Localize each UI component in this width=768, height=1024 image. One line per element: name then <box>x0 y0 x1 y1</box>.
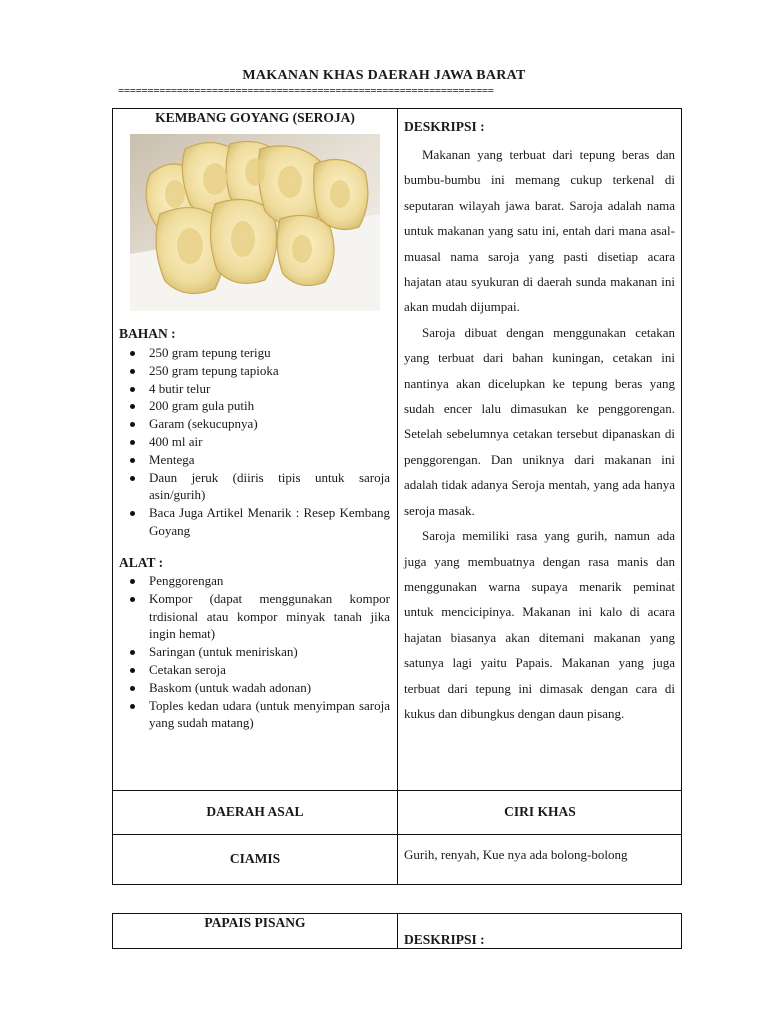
list-item: Kompor (dapat menggunakan kompor trdisional atau kompor minyak tanah jika ingin hemat) <box>115 590 390 643</box>
origin-heading: DAERAH ASAL <box>206 804 304 819</box>
description-body <box>404 142 675 726</box>
origin-value: CIAMIS <box>229 851 281 866</box>
feature-value: Gurih, renyah, Kue nya ada bolong-bolong <box>404 847 628 862</box>
table-column-divider <box>397 913 398 949</box>
table-row-divider <box>112 790 682 791</box>
list-item: 250 gram tepung terigu <box>115 344 390 362</box>
description-heading-2: DESKRIPSI : <box>404 932 485 947</box>
list-item: Penggorengan <box>115 572 390 590</box>
description-paragraph: Makanan yang terbuat dari tepung beras dan bumbu-bumbu ini memang cukup terkenal di seputaran wilayah jawa barat. Saroja adalah nama untuk makanan yang satu ini, entah dari mana asal-muasal nama saroja yang pasti disetiap acara hajatan atau syukuran di daerah sunda makanan ini akan mudah dijumpai. <box>404 147 675 315</box>
list-item: Mentega <box>115 451 390 469</box>
bahan-list <box>115 344 390 540</box>
list-item: 4 butir telur <box>115 380 390 398</box>
table-row-divider <box>112 834 682 835</box>
bahan-heading: BAHAN : <box>119 326 176 341</box>
title-underline-rule: ================================================================ <box>118 85 494 97</box>
list-item: Baskom (untuk wadah adonan) <box>115 679 390 697</box>
description-paragraph: Saroja memiliki rasa yang gurih, namun ada juga yang membuatnya dengan rasa manis dan menggunakan warna supaya menarik peminat untuk mencicipinya. Makanan ini kalo di acara hajatan biasanya akan ditemani makanan yang satunya lagi yaitu Papais. Makanan yang juga terbuat dari tepung ini dimasak dengan cara di kukus dan dibungkus dengan daun pisang. <box>404 528 675 721</box>
list-item: 200 gram gula putih <box>115 397 390 415</box>
description-heading: DESKRIPSI : <box>404 119 485 134</box>
alat-list <box>115 572 390 732</box>
list-item: Cetakan seroja <box>115 661 390 679</box>
list-item: Saringan (untuk meniriskan) <box>115 643 390 661</box>
list-item: Toples kedan udara (untuk menyimpan saroja yang sudah matang) <box>115 697 390 733</box>
list-item: Garam (sekucupnya) <box>115 415 390 433</box>
list-item: 250 gram tepung tapioka <box>115 362 390 380</box>
table-column-divider <box>397 108 398 885</box>
dish-name: KEMBANG GOYANG (SEROJA) <box>155 110 355 125</box>
dish-name-2: PAPAIS PISANG <box>204 915 306 930</box>
alat-heading: ALAT : <box>119 555 164 570</box>
document-title: MAKANAN KHAS DAERAH JAWA BARAT <box>242 68 526 83</box>
list-item: Baca Juga Artikel Menarik : Resep Kembang Goyang <box>115 504 390 540</box>
list-item: 400 ml air <box>115 433 390 451</box>
feature-heading: CIRI KHAS <box>504 804 576 819</box>
description-paragraph: Saroja dibuat dengan menggunakan cetakan yang terbuat dari bahan kuningan, cetakan ini nantinya akan dicelupkan ke tepung beras yang sudah encer lalu dimasukan ke penggorengan. Setelah sebelumnya cetakan tersebut dipanaskan di penggorengan. Dan uniknya dari makanan ini adalah tidak adanya Seroja mentah, yang ada hanya seroja masak. <box>404 324 675 518</box>
list-item: Daun jeruk (diiris tipis untuk saroja asin/gurih) <box>115 469 390 505</box>
dish-photo <box>130 134 380 311</box>
